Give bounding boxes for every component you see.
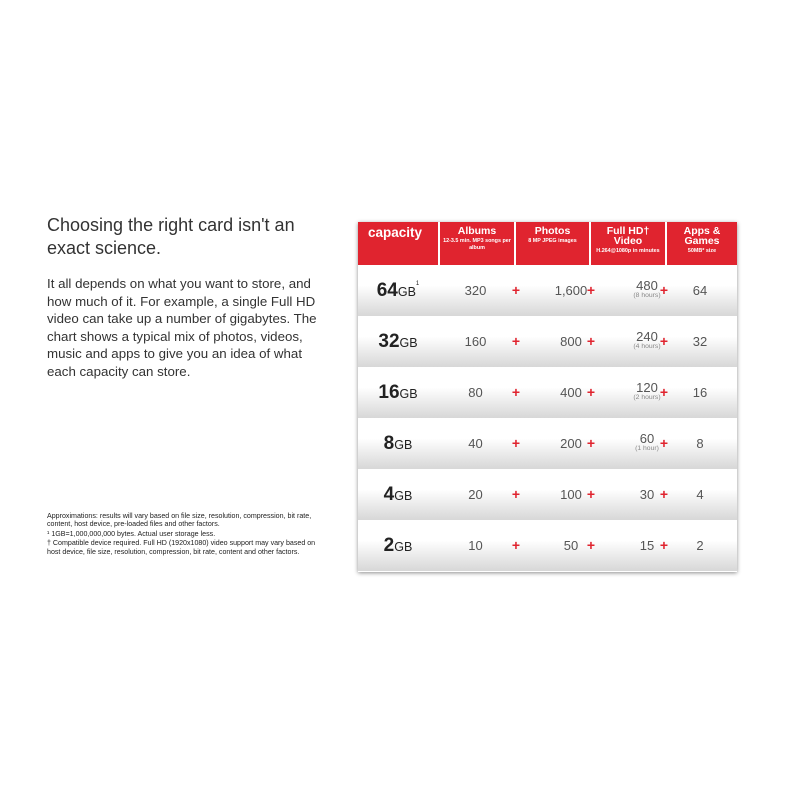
video-hours: (2 hours) [633, 394, 661, 401]
photos-cell: 400 [560, 385, 582, 400]
footnotes [47, 512, 322, 557]
header-capacity-label: capacity [368, 225, 423, 240]
header-photos-sub: 8 MP JPEG images [528, 238, 577, 244]
plus-sign: + [659, 435, 669, 451]
albums-cell: 80 [468, 385, 483, 400]
capacity-number: 4 [383, 484, 395, 505]
capacity-unit: GB [399, 387, 418, 401]
albums-cell: 320 [464, 283, 487, 298]
footnote-compatible: † Compatible device required. Full HD (1920x1080) video support may vary based on host device, file size, resolution, compression, bit rate, content and other factors. [47, 539, 316, 556]
table-row [358, 520, 737, 571]
capacity-cell [358, 367, 438, 418]
capacity-number: 64 [376, 280, 398, 301]
table-row [358, 265, 737, 316]
apps-cell: 8 [696, 436, 704, 451]
plus-sign: + [659, 333, 669, 349]
video-minutes: 120 [636, 380, 658, 395]
header-photos [516, 222, 589, 265]
video-hours: (8 hours) [633, 292, 661, 299]
plus-sign: + [586, 537, 596, 553]
photos-cell: 1,600 [554, 283, 588, 298]
capacity-number: 32 [378, 331, 400, 352]
apps-cell: 2 [696, 538, 704, 553]
video-minutes: 15 [639, 538, 655, 553]
capacity-cell [358, 469, 438, 520]
photos-cell: 100 [560, 487, 582, 502]
plus-sign: + [586, 333, 596, 349]
video-minutes: 60 [639, 431, 655, 446]
capacity-cell [358, 265, 438, 316]
albums-cell: 40 [468, 436, 483, 451]
intro-body: It all depends on what you want to store, and how much of it. For example, a single Full HD video can take up a number of gigabytes. The chart shows a typical mix of photos, videos, music and apps to give you an idea of what each capacity can store. [47, 276, 317, 379]
capacity-table [358, 222, 737, 572]
albums-cell: 10 [468, 538, 483, 553]
plus-sign: + [586, 435, 596, 451]
header-albums-title: Albums [457, 225, 497, 237]
photos-cell: 200 [560, 436, 582, 451]
video-hours: (4 hours) [633, 343, 661, 350]
capacity-cell [358, 418, 438, 469]
table-row [358, 367, 737, 418]
header-albums [440, 222, 514, 265]
apps-cell: 4 [696, 487, 704, 502]
table-row [358, 316, 737, 367]
plus-sign: + [586, 486, 596, 502]
header-albums-sub: 12-3.5 min. MP3 songs per album [443, 238, 511, 251]
capacity-unit: GB [399, 336, 418, 350]
apps-cell: 64 [692, 283, 708, 298]
plus-sign: + [659, 537, 669, 553]
header-capacity [358, 222, 438, 265]
header-apps [667, 222, 737, 265]
plus-sign: + [511, 282, 521, 298]
capacity-number: 8 [383, 433, 395, 454]
capacity-unit: GB [394, 489, 413, 503]
capacity-cell [358, 520, 438, 571]
video-minutes: 240 [636, 329, 658, 344]
table-row [358, 469, 737, 520]
plus-sign: + [511, 486, 521, 502]
header-video-title2: Video [613, 235, 643, 247]
plus-sign: + [511, 537, 521, 553]
plus-sign: + [659, 384, 669, 400]
header-photos-title: Photos [534, 225, 571, 237]
plus-sign: + [659, 486, 669, 502]
capacity-number: 2 [383, 535, 395, 556]
table-row [358, 418, 737, 469]
plus-sign: + [659, 282, 669, 298]
video-hours: (1 hour) [635, 445, 659, 452]
header-apps-sub: 50MB* size [687, 248, 717, 254]
capacity-unit: GB [397, 285, 416, 299]
plus-sign: + [586, 384, 596, 400]
capacity-unit: GB [394, 438, 413, 452]
plus-sign: + [511, 435, 521, 451]
header-apps-title: Apps & [683, 225, 721, 237]
header-video [591, 222, 665, 265]
intro-section [47, 214, 322, 380]
table-header [358, 222, 737, 265]
capacity-footnote-mark: 1 [415, 281, 420, 287]
footnote-approximations: Approximations: results will vary based on file size, resolution, compression, bit rate, content, host device, pre-loaded files and other factors. [47, 512, 312, 529]
plus-sign: + [511, 333, 521, 349]
capacity-cell [358, 316, 438, 367]
footnote-gb: ¹ 1GB=1,000,000,000 bytes. Actual user storage less. [47, 529, 216, 538]
photos-cell: 50 [563, 538, 579, 553]
intro-heading: Choosing the right card isn't an exact science. [47, 215, 295, 258]
capacity-number: 16 [378, 382, 400, 403]
video-minutes: 480 [636, 278, 658, 293]
video-minutes: 30 [639, 487, 655, 502]
header-apps-title2: Games [684, 235, 720, 247]
albums-cell: 160 [464, 334, 487, 349]
header-video-sub: H.264@1080p in minutes [596, 248, 660, 254]
apps-cell: 32 [692, 334, 708, 349]
apps-cell: 16 [692, 385, 708, 400]
plus-sign: + [511, 384, 521, 400]
plus-sign: + [586, 282, 596, 298]
header-video-title: Full HD† [606, 225, 650, 237]
photos-cell: 800 [560, 334, 582, 349]
albums-cell: 20 [468, 487, 483, 502]
capacity-unit: GB [394, 540, 413, 554]
